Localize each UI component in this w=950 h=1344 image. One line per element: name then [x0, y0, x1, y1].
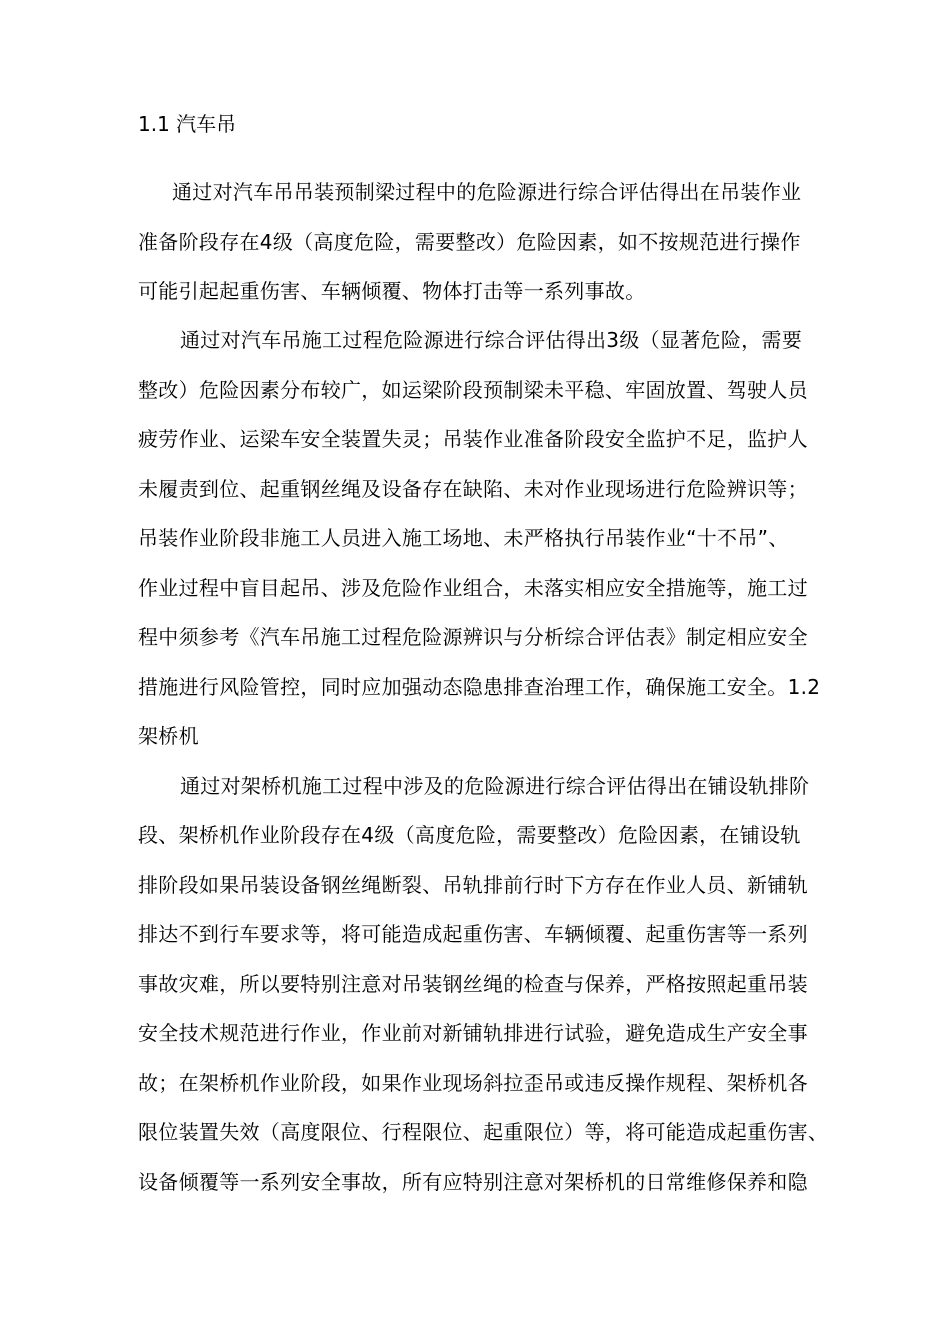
paragraph-2-line-7: 程中须参考《汽车吊施工过程危险源辨识与分析综合评估表》制定相应安全: [138, 625, 808, 649]
paragraph-1-line-2: 准备阶段存在4级（高度危险，需要整改）危险因素，如不按规范进行操作: [138, 230, 801, 254]
paragraph-2-line-2: 整改）危险因素分布较广，如运梁阶段预制梁未平稳、牢固放置、驾驶人员: [138, 378, 808, 402]
paragraph-3-line-3: 排阶段如果吊装设备钢丝绳断裂、吊轨排前行时下方存在作业人员、新铺轨: [138, 873, 808, 897]
paragraph-2-line-3: 疲劳作业、运梁车安全装置失灵；吊装作业准备阶段安全监护不足，监护人: [138, 427, 808, 451]
paragraph-3-line-5: 事故灾难，所以要特别注意对吊装钢丝绳的检查与保养，严格按照起重吊装: [138, 972, 808, 996]
paragraph-2-line-8: 措施进行风险管控，同时应加强动态隐患排查治理工作，确保施工安全。1.2: [138, 675, 821, 699]
paragraph-2-line-1: 通过对汽车吊施工过程危险源进行综合评估得出3级（显著危险，需要: [180, 328, 803, 352]
paragraph-3-line-1: 通过对架桥机施工过程中涉及的危险源进行综合评估得出在铺设轨排阶: [180, 774, 810, 798]
paragraph-2-line-6: 作业过程中盲目起吊、涉及危险作业组合，未落实相应安全措施等，施工过: [138, 576, 808, 600]
paragraph-3-line-7: 故；在架桥机作业阶段，如果作业现场斜拉歪吊或违反操作规程、架桥机各: [138, 1071, 808, 1095]
paragraph-2-line-5: 吊装作业阶段非施工人员进入施工场地、未严格执行吊装作业“十不吊”、: [138, 526, 789, 550]
paragraph-3-line-2: 段、架桥机作业阶段存在4级（高度危险，需要整改）危险因素，在铺设轨: [138, 823, 801, 847]
paragraph-3-line-9: 设备倾覆等一系列安全事故，所有应特别注意对架桥机的日常维修保养和隐: [138, 1170, 808, 1194]
paragraph-3-line-4: 排达不到行车要求等，将可能造成起重伤害、车辆倾覆、起重伤害等一系列: [138, 922, 808, 946]
paragraph-2-line-9: 架桥机: [138, 724, 199, 748]
paragraph-3-line-6: 安全技术规范进行作业，作业前对新铺轨排进行试验，避免造成生产安全事: [138, 1021, 808, 1045]
paragraph-2-line-4: 未履责到位、起重钢丝绳及设备存在缺陷、未对作业现场进行危险辨识等；: [138, 477, 808, 501]
paragraph-1-line-3: 可能引起起重伤害、车辆倾覆、物体打击等一系列事故。: [138, 279, 646, 303]
paragraph-3-line-8: 限位装置失效（高度限位、行程限位、起重限位）等，将可能造成起重伤害、: [138, 1120, 829, 1144]
paragraph-1-line-1: 通过对汽车吊吊装预制梁过程中的危险源进行综合评估得出在吊装作业: [172, 180, 802, 204]
section-heading-1-1: 1.1 汽车吊: [138, 112, 237, 136]
